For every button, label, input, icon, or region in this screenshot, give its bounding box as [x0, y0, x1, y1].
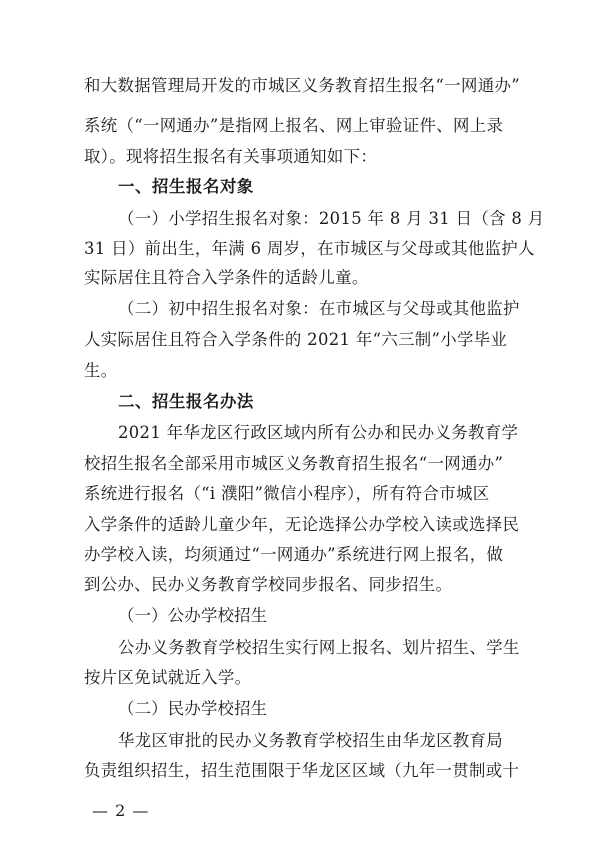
body-line: 校招生报名全部采用市城区义务教育招生报名“一网通办” — [84, 454, 504, 473]
body-line: 2021 年华龙区行政区域内所有公办和民办义务教育学 — [118, 423, 519, 442]
section-heading-2: 二、招生报名办法 — [118, 392, 254, 411]
body-line: 系统（“一网通办”是指网上报名、网上审验证件、网上录 — [84, 116, 504, 135]
body-line: 入学条件的适龄儿童少年，无论选择公办学校入读或选择民 — [84, 515, 520, 534]
page-number: — 2 — — [92, 801, 150, 820]
body-line: 华龙区审批的民办义务教育学校招生由华龙区教育局 — [118, 731, 504, 750]
body-line: 负责组织招生，招生范围限于华龙区区域（九年一贯制或十 — [84, 761, 520, 780]
body-line: 到公办、民办义务教育学校同步报名、同步招生。 — [84, 575, 453, 594]
subsection-heading-private: （二）民办学校招生 — [118, 699, 268, 718]
body-line: 实际居住且符合入学条件的适龄儿童。 — [84, 268, 369, 287]
body-line: 和大数据管理局开发的市城区义务教育招生报名“一网通办” — [84, 76, 520, 95]
body-line: 31 日）前出生，年满 6 周岁，在市城区与父母或其他监护人 — [84, 239, 535, 258]
body-line: 取）。现将招生报名有关事项通知如下： — [84, 147, 378, 166]
body-line: 系统进行报名（“i 濮阳”微信小程序），所有符合市城区 — [84, 484, 490, 503]
body-line: 生。 — [84, 361, 118, 380]
body-line: 公办义务教育学校招生实行网上报名、划片招生、学生 — [118, 638, 520, 657]
section-heading-1: 一、招生报名对象 — [118, 177, 254, 196]
body-line: 按片区免试就近入学。 — [84, 668, 252, 687]
body-line: 人实际居住且符合入学条件的 2021 年“六三制”小学毕业 — [84, 330, 508, 349]
subsection-heading-public: （一）公办学校招生 — [118, 606, 268, 625]
body-line: （二）初中招生报名对象：在市城区与父母或其他监护 — [118, 299, 520, 318]
body-line: 办学校入读，均须通过“一网通办”系统进行网上报名，做 — [84, 545, 504, 564]
body-line: （一）小学招生报名对象：2015 年 8 月 31 日（含 8 月 — [118, 209, 545, 228]
